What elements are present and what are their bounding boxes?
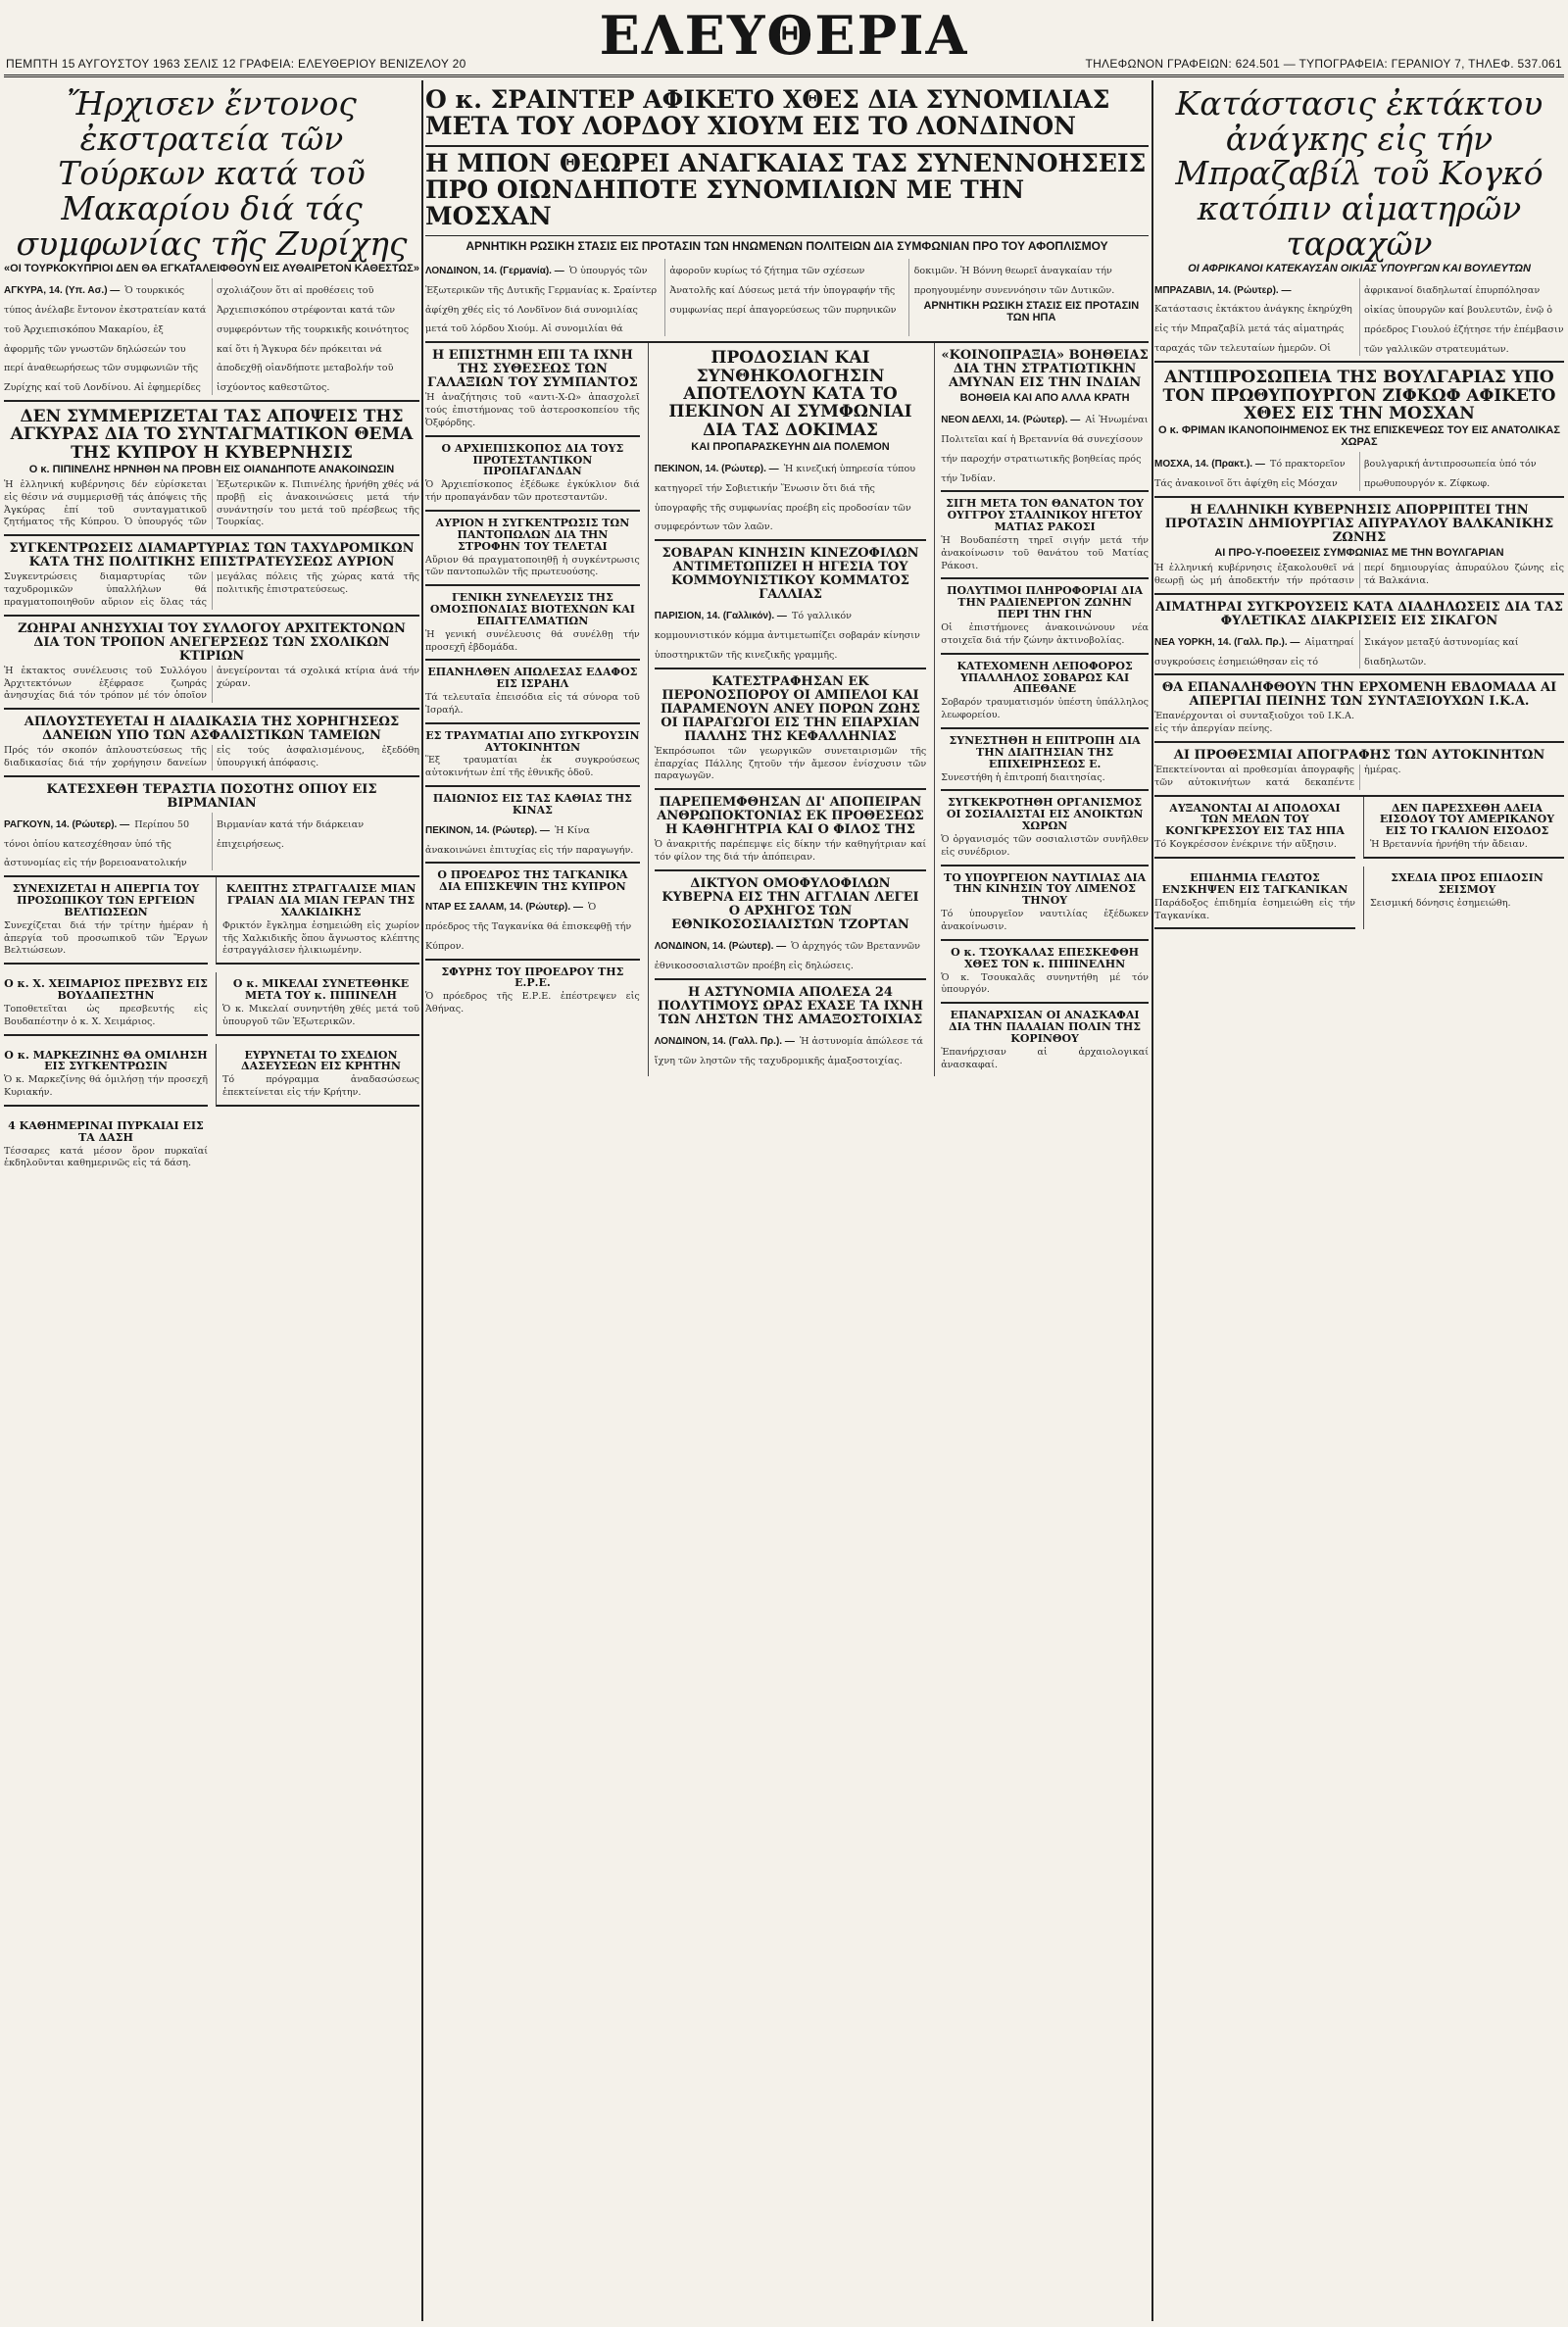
short-news-item [216, 1044, 423, 1107]
article-headline: ΣΟΒΑΡΑΝ ΚΙΝΗΣΙΝ ΚΙΝΕΖΟΦΙΛΩΝ ΑΝΤΙΜΕΤΩΠΙΖΕΙ Η ΗΓΕΣΙΑ ΤΟΥ ΚΟΜΜΟΥΝΙΣΤΙΚΟΥ ΚΟΜΜΑΤΟΣ ΓΑΛΛΙΑΣ [662, 546, 919, 603]
short-news-item [941, 655, 1152, 729]
article-headline: ΕΠΙΔΗΜΙΑ ΓΕΛΩΤΟΣ ΕΝΣΚΗΨΕΝ ΕΙΣ ΤΑΓΚΑΝΙΚΑΝ [1161, 871, 1348, 896]
article-headline: ΕΠΑΝΗΛΘΕΝ ΑΠΩΛΕΣΑΣ ΕΔΑΦΟΣ ΕΙΣ ΙΣΡΑΗΛ [427, 666, 638, 691]
article-loans [4, 710, 423, 777]
article-headline: ΣΥΓΚΕΚΡΟΤΗΘΗ ΟΡΓΑΝΙΣΜΟΣ ΟΙ ΣΟΣΙΑΛΙΣΤΑΙ ΕΙΣ ΑΝΟΙΚΤΩΝ ΧΩΡΩΝ [946, 796, 1144, 833]
article-headline: «ΚΟΙΝΟΠΡΑΞΙΑ» ΒΟΗΘΕΙΑΣ ΔΙΑ ΤΗΝ ΣΤΡΑΤΙΩΤΙΚΗΝ ΑΜΥΝΑΝ ΕΙΣ ΤΗΝ ΙΝΔΙΑΝ [941, 348, 1149, 391]
article-headline: ΣΦΥΡΗΣ ΤΟΥ ΠΡΟΕΔΡΟΥ ΤΗΣ Ε.Ρ.Ε. [441, 965, 624, 990]
article-body: Τό γαλλικόν κομμουνιστικόν κόμμα ἀντιμετωπίζει σοβαράν κίνησιν ὑποστηρικτῶν τῆς κινεζικῆς γραμμῆς. [654, 611, 923, 661]
article-headline: ΕΥΡΥΝΕΤΑΙ ΤΟ ΣΧΕΔΙΟΝ ΔΑΣΕΥΣΕΩΝ ΕΙΣ ΚΡΗΤΗΝ [241, 1048, 401, 1073]
article-headline: Ο κ. ΜΙΚΕΛΑΙ ΣΥΝΕΤΕΘΗΚΕ ΜΕΤΑ ΤΟΥ κ. ΠΙΠΙΝΕΛΗ [232, 977, 410, 1003]
article-body: Ὁ ἀνακριτής παρέπεμψε εἰς δίκην τήν καθηγήτριαν καί τόν φίλον της διά τήν ἀπόπειραν. [654, 839, 930, 864]
article-car-census [1154, 743, 1564, 797]
article-body: Ἡ ἀναζήτησις τοῦ «αντι-X-Ω» ἀπασχολεῖ τούς ἐπιστήμονας τοῦ ἀστεροσκοπείου τῆς Ὀξφόρδης. [425, 392, 643, 428]
article-body: Ἐπανέρχονται οἱ συνταξιοῦχοι τοῦ Ι.Κ.Α. εἰς τήν ἀπεργίαν πείνης. [1154, 711, 1358, 735]
left-column [4, 80, 423, 2321]
article-body: Ὁ ὀργανισμός τῶν σοσιαλιστῶν συνῆλθεν εἰς συνέδριον. [941, 833, 1152, 858]
lead-article-center [425, 80, 1149, 343]
article-body: Ἐπεκτείνονται αἱ προθεσμίαι ἀπογραφῆς τῶν αὐτοκινήτων κατά δεκαπέντε ἡμέρας. [1154, 765, 1401, 788]
article-hunger-strike [1154, 675, 1564, 743]
article-body: Οἱ ἐπιστήμονες ἀνακοινώνουν νέα στοιχεῖα διά τήν ζώνην ἀκτινοβολίας. [941, 622, 1152, 646]
article-body: Φρικτόν ἔγκλημα ἐσημειώθη εἰς χωρίον τῆς Χαλκιδικῆς ὅπου ἄγνωστος κλέπτης ἐστραγγάλισεν ἡλικιωμένην. [222, 919, 423, 957]
article-train-robbers [655, 980, 926, 1073]
article-dateline: ΜΠΡΑΖΑΒΙΛ, 14. (Ρώυτερ). — [1154, 285, 1292, 297]
article-headline: Ο ΠΡΟΕΔΡΟΣ ΤΗΣ ΤΑΓΚΑΝΙΚΑ ΔΙΑ ΕΠΙΣΚΕΨΙΝ ΤΗΣ ΚΥΠΡΟΝ [437, 868, 628, 894]
article-body: Τό πρόγραμμα ἀναδασώσεως ἐπεκτείνεται εἰς τήν Κρήτην. [222, 1074, 423, 1099]
short-news-grid [4, 877, 423, 1175]
article-balkan-zone [1154, 498, 1568, 595]
article-body: Ἐκπρόσωποι τῶν γεωργικῶν συνεταιρισμῶν τῆς ἐπαρχίας Πάλλης ζητοῦν τήν ἄμεσον ἐνίσχυσιν τῶν παραγωγῶν. [654, 745, 930, 782]
lead-article-left [4, 80, 419, 402]
article-headline: ΘΑ ΕΠΑΝΑΛΗΦΘΟΥΝ ΤΗΝ ΕΡΧΟΜΕΝΗ ΕΒΔΟΜΑΔΑ ΑΙ ΑΠΕΡΓΙΑΙ ΠΕΙΝΗΣ ΤΩΝ ΣΥΝΤΑΞΙΟΥΧΩΝ Ι.Κ.Α. [1161, 680, 1557, 710]
article-headline: ΑΥΡΙΟΝ Η ΣΥΓΚΕΝΤΡΩΣΙΣ ΤΩΝ ΠΑΝΤΟΠΩΛΩΝ ΔΙΑ ΤΗΝ ΣΤΡΟΦΗΝ ΤΟΥ ΤΕΛΕΤΑΙ [435, 516, 630, 553]
article-headline: Η ΕΛΛΗΝΙΚΗ ΚΥΒΕΡΝΗΣΙΣ ΑΠΟΡΡΙΠΤΕΙ ΤΗΝ ΠΡΟΤΑΣΙΝ ΔΗΜΙΟΥΡΓΙΑΣ ΑΠΥΡΑΥΛΟΥ ΒΑΛΚΑΝΙΚΗΣ ΖΩΝΗΣ [1164, 502, 1554, 546]
article-architects [4, 617, 423, 710]
article-grocers [425, 512, 643, 586]
article-dateline: ΠΕΚΙΝΟΝ, 14. (Ρώυτερ). — [425, 824, 550, 836]
article-body: Ἐπανήρχισαν αἱ ἀρχαιολογικαί ἀνασκαφαί. [941, 1046, 1152, 1070]
masthead-info-line [6, 57, 1562, 71]
article-headline: ΠΟΛΥΤΙΜΟΙ ΠΛΗΡΟΦΟΡΙΑΙ ΔΙΑ ΤΗΝ ΡΑΔΙΕΝΕΡΓΟΝ ΖΩΝΗΝ ΠΕΡΙ ΤΗΝ ΓΗΝ [947, 584, 1144, 621]
article-headline: Κατάστασις ἐκτάκτου ἀνάγκης εἰς τήν Μπραζαβίλ τοῦ Κογκό κατόπιν αἱματηρῶν ταραχῶν [1175, 84, 1544, 263]
article-french-communists [655, 541, 926, 669]
article-body: Αἱματηραί συγκρούσεις ἐσημειώθησαν εἰς τό Σικάγον μεταξύ ἀστυνομίας καί διαδηλωτῶν. [1154, 636, 1522, 668]
article-subhead: ΑΡΝΗΤΙΚΗ ΡΩΣΙΚΗ ΣΤΑΣΙΣ ΕΙΣ ΠΡΟΤΑΣΙΝ ΤΩΝ ΗΠΑ [923, 299, 1140, 323]
article-body: Τό ὑπουργεῖον ναυτιλίας ἐξέδωκεν ἀνακοίνωσιν. [941, 909, 1152, 932]
article-cyprus-constitution [4, 402, 423, 536]
right-column [1154, 80, 1568, 2321]
article-body: Αἱ Ἡνωμέναι Πολιτεῖαι καί ἡ Βρεταννία θά συνεχίσουν τήν παροχήν στρατιωτικῆς βοηθείας πρός τήν Ἰνδίαν. [941, 415, 1152, 484]
article-vineyards [654, 669, 930, 791]
short-news-item [941, 866, 1152, 941]
article-headline: Η ΕΠΙΣΤΗΜΗ ΕΠΙ ΤΑ ΙΧΝΗ ΤΗΣ ΣΥΘΕΣΕΩΣ ΤΩΝ ΓΑΛΑΞΙΩΝ ΤΟΥ ΣΥΜΠΑΝΤΟΣ [426, 348, 638, 391]
article-subhead: Ο κ. ΦΡΙΜΑΝ ΙΚΑΝΟΠΟΙΗΜΕΝΟΣ ΕΚ ΤΗΣ ΕΠΙΣΚΕΨΕΩΣ ΤΟΥ ΕΙΣ ΑΝΑΤΟΛΙΚΑΣ ΧΩΡΑΣ [1158, 424, 1560, 449]
article-headline: ΑΝΤΙΠΡΟΣΩΠΕΙΑ ΤΗΣ ΒΟΥΛΓΑΡΙΑΣ ΥΠΟ ΤΟΝ ΠΡΩΘΥΠΟΥΡΓΟΝ ΖΙΦΚΩΦ ΑΦΙΚΕΤΟ ΧΘΕΣ ΕΙΣ ΤΗΝ ΜΟΣΧΑΝ [1162, 368, 1556, 424]
article-dateline: ΛΟΝΔΙΝΟΝ, 14. (Γαλλ. Πρ.). — [654, 1035, 795, 1047]
article-body: Τό πρακτορεῖον Τάς ἀνακοινοῖ ὅτι ἀφίχθη εἰς Μόσχαν βουλγαρική ἀντιπροσωπεία ὑπό τόν πρωθυπουργόν κ. Ζίφκωφ. [1154, 459, 1540, 490]
short-news-item [216, 877, 423, 965]
article-headline: ΑΙ ΠΡΟΘΕΣΜΙΑΙ ΑΠΟΓΡΑΦΗΣ ΤΩΝ ΑΥΤΟΚΙΝΗΤΩΝ [1173, 747, 1545, 763]
article-headline: ΚΑΤΕΣΤΡΑΦΗΣΑΝ ΕΚ ΠΕΡΟΝΟΣΠΟΡΟΥ ΟΙ ΑΜΠΕΛΟΙ ΚΑΙ ΠΑΡΑΜΕΝΟΥΝ ΑΝΕΥ ΠΟΡΩΝ ΖΩΗΣ ΟΙ ΠΑΡΑΓΩΓΟΙ ΕΙΣ ΤΗΝ ΕΠΑΡΧΙΑΝ ΠΑΛΛΗΣ ΤΗΣ ΚΕΦΑΛΛΗΝΙΑΣ [660, 673, 920, 744]
article-body: Σεισμική δόνησις ἐσημειώθη. [1370, 897, 1511, 909]
banner-headline-1: Ο κ. ΣΡΑΙΝΤΕΡ ΑΦΙΚΕΤΟ ΧΘΕΣ ΔΙΑ ΣΥΝΟΜΙΛΙΑΣ ΜΕΤΑ ΤΟΥ ΛΟΡΔΟΥ ΧΙΟΥΜ ΕΙΣ ΤΟ ΛΟΝΔΙΝΟΝ [425, 85, 1110, 140]
center-column [425, 80, 1152, 2321]
article-headline: ΕΠΑΝΑΡΧΙΣΑΝ ΟΙ ΑΝΑΣΚΑΦΑΙ ΔΙΑ ΤΗΝ ΠΑΛΑΙΑΝ ΠΟΛΙΝ ΤΗΣ ΚΟΡΙΝΘΟΥ [949, 1009, 1142, 1045]
article-headline: ΓΕΝΙΚΗ ΣΥΝΕΛΕΥΣΙΣ ΤΗΣ ΟΜΟΣΠΟΝΔΙΑΣ ΒΙΟΤΕΧΝΩΝ ΚΑΙ ΕΠΑΓΓΕΛΜΑΤΙΩΝ [429, 591, 635, 627]
article-subhead: ΚΑΙ ΠΡΟΠΑΡΑΣΚΕΥΗΝ ΔΙΑ ΠΟΛΕΜΟΝ [691, 440, 890, 453]
article-subhead: «ΟΙ ΤΟΥΡΚΟΚΥΠΡΙΟΙ ΔΕΝ ΘΑ ΕΓΚΑΤΑΛΕΙΦΘΟΥΝ ΕΙΣ ΑΥΘΑΙΡΕΤΟΝ ΚΑΘΕΣΤΩΣ» [4, 263, 419, 275]
article-body: Πρός τόν σκοπόν ἁπλουστεύσεως τῆς διαδικασίας διά τήν χορήγησιν δανείων εἰς τούς ἀσφαλισμένους, ἐξεδόθη ὑπουργική ἀπόφασις. [4, 745, 423, 768]
article-dateline: ΜΟΣΧΑ, 14. (Πρακτ.). — [1154, 459, 1265, 470]
article-dateline: ΡΑΓΚΟΥΝ, 14. (Ρώυτερ). — [4, 818, 130, 830]
article-tanganyika-president [425, 864, 640, 960]
masthead-phones: ΤΗΛΕΦΩΝΟΝ ΓΡΑΦΕΙΩΝ: 624.501 — ΤΥΠΟΓΡΑΦΕΙΑ: ΓΕΡΑΝΙΟΥ 7, ΤΗΛΕΦ. 537.061 [1085, 57, 1562, 71]
article-body: Ὁ κ. Μικελαί συνηντήθη χθές μετά τοῦ ὑπουργοῦ τῶν Ἐξωτερικῶν. [222, 1003, 423, 1027]
article-body: Ἡ ἑλληνική κυβέρνησις ἐξακολουθεῖ νά θεωρῇ ὡς μή ἀποδεκτήν τήν πρότασιν περί δημιουργίας ἀπυραύλου ζώνης εἰς τά Βαλκάνια. [1154, 563, 1568, 586]
short-news-item [1154, 797, 1355, 859]
short-news-item [1363, 866, 1564, 929]
article-body: Συγκεντρώσεις διαμαρτυρίας τῶν ταχυδρομικῶν ὑπαλλήλων θά πραγματοποιηθοῦν αὔριον εἰς ὅλας τάς μεγάλας πόλεις τῆς χώρας κατά τῆς πολιτικῆς ἐπιστρατεύσεως. [4, 571, 423, 608]
article-body: Τέσσαρες κατά μέσον ὅρον πυρκαϊαί ἐκδηλοῦνται καθημερινῶς εἰς τά δάση. [4, 1145, 212, 1169]
article-archbishop [425, 437, 643, 512]
article-headline: ΣΥΝΕΧΙΖΕΤΑΙ Η ΑΠΕΡΓΙΑ ΤΟΥ ΠΡΟΣΩΠΙΚΟΥ ΤΩΝ ΕΡΓΕΙΩΝ ΒΕΛΤΙΩΣΕΩΝ [12, 882, 200, 918]
short-news-item [4, 877, 212, 965]
banner-headline-2: Η ΜΠΟΝ ΘΕΩΡΕΙ ΑΝΑΓΚΑΙΑΣ ΤΑΣ ΣΥΝΕΝΝΟΗΣΕΙΣ ΠΡΟ ΟΙΩΝΔΗΠΟΤΕ ΣΥΝΟΜΙΛΙΩΝ ΜΕ ΤΗΝ ΜΟΣΧΑΝ [425, 145, 1149, 229]
article-body: Ἡ Κίνα ἀνακοινώνει ἐπιτυχίας εἰς τήν παραγωγήν. [425, 824, 634, 856]
article-body: Ἡ Βουδαπέστη τηρεῖ σιγήν μετά τήν ἀνακοίνωσιν τοῦ θανάτου τοῦ Ματίας Ράκοσι. [941, 535, 1152, 571]
center-subcolumn-b [648, 343, 930, 1076]
article-body: Ἡ Βρεταννία ἠρνήθη τήν ἄδειαν. [1370, 839, 1528, 851]
short-news-grid [1154, 797, 1564, 930]
article-dateline: ΠΕΚΙΝΟΝ, 14. (Ρώυτερ). — [654, 463, 779, 474]
masthead-date-address: ΠΕΜΠΤΗ 15 ΑΥΓΟΥΣΤΟΥ 1963 ΣΕΛΙΣ 12 ΓΡΑΦΕΙΑ: ΕΛΕΥΘΕΡΙΟΥ ΒΕΝΙΖΕΛΟΥ 20 [6, 57, 466, 71]
article-body: Ὁ τουρκικός τύπος ἀνέλαβε ἔντονον ἐκστρατείαν κατά τοῦ Ἀρχιεπισκόπου Μακαρίου, ἐξ ἀφορμῆς τῶν γνωστῶν δηλώσεών του περί ἀναθεωρήσεως τῶν συμφωνιῶν τῆς Ζυρίχης καί τοῦ Λονδίνου. Αἱ ἐφημερίδες σχολιάζουν ὅτι αἱ προθέσεις τοῦ Ἀρχιεπισκόπου στρέφονται κατά τῶν συμφερόντων τῆς τουρκικῆς κοινότητος καί ὅτι ἡ Ἄγκυρα δέν πρόκειται νά ἀποδεχθῇ οἱανδήποτε μεταβολήν τοῦ ἰσχύοντος καθεστῶτος. [4, 285, 413, 394]
article-headline: ΑΠΛΟΥΣΤΕΥΕΤΑΙ Η ΔΙΑΔΙΚΑΣΙΑ ΤΗΣ ΧΟΡΗΓΗΣΕΩΣ ΔΑΝΕΙΩΝ ΥΠΟ ΤΩΝ ΑΣΦΑΛΙΣΤΙΚΩΝ ΤΑΜΕΙΩΝ [24, 715, 400, 744]
article-headline: ΕΣ ΤΡΑΥΜΑΤΙΑΙ ΑΠΟ ΣΥΓΚΡΟΥΣΙΝ ΑΥΤΟΚΙΝΗΤΩΝ [425, 728, 640, 754]
article-body: Σοβαρόν τραυματισμόν ὑπέστη ὑπάλληλος λεωφορείου. [941, 697, 1152, 721]
article-headline: Ἤρχισεν ἔντονος ἐκστρατεία τῶν Τούρκων κατά τοῦ Μακαρίου διά τάς συμφωνίας τῆς Ζυρίχης [16, 84, 408, 263]
article-body: Τά τελευταῖα ἐπεισόδια εἰς τά σύνορα τοῦ Ἰσραήλ. [425, 692, 643, 716]
article-headline: ΖΩΗΡΑΙ ΑΝΗΣΥΧΙΑΙ ΤΟΥ ΣΥΛΛΟΓΟΥ ΑΡΧΙΤΕΚΤΟΝΩΝ ΔΙΑ ΤΟΝ ΤΡΟΠΟΝ ΑΝΕΓΕΡΣΕΩΣ ΤΩΝ ΣΧΟΛΙΚΩΝ ΚΤΙΡΙΩΝ [18, 620, 406, 664]
article-body: Ἡ ἐκτακτος συνέλευσις τοῦ Συλλόγου Ἀρχιτεκτόνων ἐξέφρασε ζωηράς ἀνησυχίας διά τόν τρόπον μέ τόν ὁποῖον ἀνεγείρονται τά σχολικά κτίρια ἀνά τήν χώραν. [4, 665, 423, 702]
column-divider [421, 80, 423, 2321]
article-car-crash [425, 724, 643, 787]
article-subhead: Ο κ. ΠΙΠΙΝΕΛΗΣ ΗΡΝΗΘΗ ΝΑ ΠΡΟΒΗ ΕΙΣ ΟΙΑΝΔΗΠΟΤΕ ΑΝΑΚΟΙΝΩΣΙΝ [28, 463, 395, 475]
article-subhead: ΒΟΗΘΕΙΑ ΚΑΙ ΑΠΟ ΑΛΛΑ ΚΡΑΤΗ [959, 392, 1130, 405]
article-headline: 4 ΚΑΘΗΜΕΡΙΝΑΙ ΠΥΡΚΑΙΑΙ ΕΙΣ ΤΑ ΔΑΣΗ [8, 1118, 204, 1144]
article-body: Ὁ πρόεδρος τῆς Ταγκανίκα θά ἐπισκεφθῇ τήν Κύπρον. [425, 902, 635, 952]
short-news-item [4, 972, 212, 1035]
masthead-title: ΕΛΕΥΘΕΡΙΑ [599, 4, 969, 67]
short-news-item [941, 729, 1149, 791]
article-dateline: ΝΕΟΝ ΔΕΛΧΙ, 14. (Ρώυτερ). — [941, 415, 1081, 426]
article-headline: ΠΡΟΔΟΣΙΑΝ ΚΑΙ ΣΥΝΘΗΚΟΛΟΓΗΣΙΝ ΑΠΟΤΕΛΟΥΝ ΚΑΤΑ ΤΟ ΠΕΚΙΝΟΝ ΑΙ ΣΥΜΦΩΝΙΑΙ ΔΙΑ ΤΑΣ ΔΟΚΙΜΑΣ [668, 348, 912, 440]
center-subcolumn-c [934, 343, 1152, 1076]
article-body: Ὁ πρόεδρος τῆς Ε.Ρ.Ε. ἐπέστρεψεν εἰς Ἀθήνας. [425, 991, 643, 1015]
article-peking-treason [655, 343, 926, 541]
article-headline: Ο ΑΡΧΙΕΠΙΣΚΟΠΟΣ ΔΙΑ ΤΟΥΣ ΠΡΟΤΕΣΤΑΝΤΙΚΟΝ ΠΡΟΠΑΓΑΝΔΑΝ [441, 441, 624, 478]
article-headline: ΠΑΙΩΝΙΟΣ ΕΙΣ ΤΑΣ ΚΑΘΙΑΣ ΤΗΣ ΚΙΝΑΣ [432, 792, 632, 817]
article-subhead: ΑΙ ΠΡΟ-Υ-ΠΟΘΕΣΕΙΣ ΣΥΜΦΩΝΙΑΣ ΜΕ ΤΗΝ ΒΟΥΛΓΑΡΙΑΝ [1214, 547, 1504, 560]
article-body: Ἡ ἑλληνική κυβέρνησις δέν εὑρίσκεται εἰς θέσιν νά συμμερισθῇ τάς ἀπόψεις τῆς Ἀγκύρας ἐπί τοῦ συνταγματικοῦ ζητήματος τῆς Κύπρου. Ὁ ὑπουργός τῶν Ἐξωτερικῶν κ. Πιπινέλης ἠρνήθη χθές νά προβῇ εἰς ἀνακοινώσεις μετά τήν συνάντησίν του μετά τοῦ πρέσβεως τῆς Τουρκίας. [4, 478, 423, 528]
article-headline: Η ΑΣΤΥΝΟΜΙΑ ΑΠΟΛΕΣΑ 24 ΠΟΛΥΤΙΜΟΥΣ ΩΡΑΣ ΕΧΑΣΕ ΤΑ ΙΧΝΗ ΤΩΝ ΛΗΣΤΩΝ ΤΗΣ ΑΜΑΞΟΣΤΟΙΧΙΑΣ [658, 984, 923, 1027]
article-body: Περίπου 50 τόνοι ὀπίου κατεσχέθησαν ὑπό τῆς ἀστυνομίας εἰς τήν βορειοανατολικήν Βιρμανίαν κατά τήν διάρκειαν ἐπιχειρήσεως. [4, 818, 368, 869]
center-subcolumn-a [425, 343, 643, 1076]
article-headline: ΣΧΕΔΙΑ ΠΡΟΣ ΕΠΙΔΟΣΙΝ ΣΕΙΣΜΟΥ [1391, 871, 1544, 896]
short-news-item [941, 492, 1152, 579]
article-headline: ΤΟ ΥΠΟΥΡΓΕΙΟΝ ΝΑΥΤΙΛΙΑΣ ΔΙΑ ΤΗΝ ΚΙΝΗΣΙΝ ΤΟΥ ΛΙΜΕΝΟΣ ΤΗΝΟΥ [944, 870, 1147, 908]
article-body: Ἡ κινεζική ὑπηρεσία τύπου κατηγορεῖ τήν Σοβιετικήν Ἕνωσιν ὅτι διά τῆς ὑπογραφῆς τῆς συμφωνίας προέβη εἰς προδοσίαν τῶν συμφερόντων τῶν λαῶν. [654, 463, 919, 533]
article-body: Παράδοξος ἐπιδημία ἐσημειώθη εἰς τήν Ταγκανίκα. [1154, 897, 1359, 921]
article-headline: ΚΑΤΕΣΧΕΘΗ ΤΕΡΑΣΤΙΑ ΠΟΣΟΤΗΣ ΟΠΙΟΥ ΕΙΣ ΒΙΡΜΑΝΙΑΝ [46, 781, 377, 811]
article-craftsmen [425, 586, 643, 661]
article-body: Κατάστασις ἐκτάκτου ἀνάγκης ἐκηρύχθη εἰς τήν Μπραζαβίλ μετά τάς αἱματηράς ταραχάς τῶν τελευταίων ἡμερῶν. Οἱ ἀφρικανοί διαδηλωταί ἐπυρπόλησαν οἰκίας ὑπουργῶν καί βουλευτῶν, ἐνῷ ὁ πρόεδρος Γιουλού ἐζήτησε τήν ἐπέμβασιν τῶν γαλλικῶν στρατευμάτων. [1154, 285, 1567, 355]
article-headline: ΣΥΓΚΕΝΤΡΩΣΕΙΣ ΔΙΑΜΑΡΤΥΡΙΑΣ ΤΩΝ ΤΑΧΥΔΡΟΜΙΚΩΝ ΚΑΤΑ ΤΗΣ ΠΟΛΙΤΙΚΗΣ ΕΠΙΣΤΡΑΤΕΥΣΕΩΣ ΑΥΡΙΟΝ [9, 541, 415, 570]
article-dateline: ΑΓΚΥΡΑ, 14. (Υπ. Ασ.) — [4, 285, 121, 297]
article-body: Τό Κογκρέσσον ἐνέκρινε τήν αὔξησιν. [1154, 839, 1337, 851]
masthead-rule [4, 74, 1564, 77]
article-dateline: ΛΟΝΔΙΝΟΝ, 14. (Ρώυτερ). — [654, 941, 787, 953]
article-jordan-network [655, 871, 926, 980]
article-headline: Ο κ. Χ. ΧΕΙΜΑΡΙΟΣ ΠΡΕΣΒΥΣ ΕΙΣ ΒΟΥΔΑΠΕΣΤΗΝ [4, 977, 208, 1003]
article-headline: ΔΙΚΤΥΟΝ ΟΜΟΦΥΛΟΦΙΛΩΝ ΚΥΒΕΡΝΑ ΕΙΣ ΤΗΝ ΑΓΓΛΙΑΝ ΛΕΓΕΙ Ο ΑΡΧΗΓΟΣ ΤΩΝ ΕΘΝΙΚΟΣΟΣΙΑΛΙΣΤΩΝ ΤΖΟΡΤΑΝ [662, 875, 919, 933]
article-body: Ὁ κ. Μαρκεζίνης θά ὁμιλήσῃ τήν προσεχῆ Κυριακήν. [4, 1074, 212, 1099]
article-body: Ὁ Ἀρχιεπίσκοπος ἐξέδωκε ἐγκύκλιον διά τήν προπαγάνδαν τῶν προτεσταντῶν. [425, 479, 643, 504]
short-news-item [941, 941, 1152, 1004]
article-opium [4, 777, 419, 877]
article-ere-president [425, 961, 643, 1021]
article-india-aid [941, 343, 1152, 492]
short-news-item [216, 972, 423, 1035]
article-headline: ΚΛΕΠΤΗΣ ΣΤΡΑΓΓΑΛΙΣΕ ΜΙΑΝ ΓΡΑΙΑΝ ΔΙΑ ΜΙΑΝ ΓΕΡΑΝ ΤΗΣ ΧΑΛΚΙΔΙΚΗΣ [225, 882, 416, 918]
short-news-item [1154, 866, 1359, 929]
short-news-item [941, 1004, 1152, 1076]
article-galaxies [425, 343, 643, 436]
article-body: Ὁ κ. Τσουκαλᾶς συνηντήθη μέ τόν ὑπουργόν. [941, 971, 1152, 996]
column-divider [1152, 80, 1153, 2321]
article-dateline: ΝΕΑ ΥΟΡΚΗ, 14. (Γαλλ. Πρ.). — [1154, 636, 1300, 648]
article-israel [425, 661, 643, 723]
article-body: Αὔριον θά πραγματοποιηθῇ ἡ συγκέντρωσις τῶν παντοπωλῶν τῆς πρωτευούσης. [425, 554, 643, 578]
article-body: Συνεχίζεται διά τήν τρίτην ἡμέραν ἡ ἀπεργία τοῦ προσωπικοῦ τῶν Ἔργων Βελτιώσεων. [4, 919, 212, 957]
short-news-item [941, 579, 1152, 654]
article-teacher-trial [654, 790, 930, 871]
article-body: Συνεστήθη ἡ ἐπιτροπή διαιτησίας. [941, 771, 1105, 783]
article-china-harvest [425, 787, 640, 864]
article-headline: Ο κ. ΜΑΡΚΕΖΙΝΗΣ ΘΑ ΟΜΙΛΗΣΗ ΕΙΣ ΣΥΓΚΕΝΤΡΩΣΙΝ [4, 1048, 208, 1073]
article-headline: ΚΑΤΕΧΟΜΕΝΗ ΛΕΠΟΦΟΡΟΣ ΥΠΑΛΛΗΛΟΣ ΣΟΒΑΡΩΣ ΚΑΙ ΑΠΕΘΑΝΕ [956, 659, 1133, 696]
short-news-item [1363, 797, 1564, 859]
article-subhead: ΟΙ ΑΦΡΙΚΑΝΟΙ ΚΑΤΕΚΑΥΣΑΝ ΟΙΚΙΑΣ ΥΠΟΥΡΓΩΝ ΚΑΙ ΒΟΥΛΕΥΤΩΝ [1188, 263, 1531, 275]
short-news-item [4, 1114, 212, 1175]
article-headline: ΔΕΝ ΠΑΡΕΣΧΕΘΗ ΑΔΕΙΑ ΕΙΣΟΔΟΥ ΤΟΥ ΑΜΕΡΙΚΑΝΟΥ ΕΙΣ ΤΟ ΓΚΑΛΙΟΝ ΕΙΣΟΔΟΣ [1379, 801, 1555, 838]
article-headline: ΣΙΓΗ ΜΕΤΑ ΤΟΝ ΘΑΝΑΤΟΝ ΤΟΥ ΟΥΓΓΡΟΥ ΣΤΑΛΙΝΙΚΟΥ ΗΓΕΤΟΥ ΜΑΤΙΑΣ ΡΑΚΟΣΙ [946, 497, 1144, 534]
short-news-item [941, 791, 1152, 866]
lead-article-right [1154, 80, 1567, 363]
article-body: Ἡ ἀστυνομία ἀπώλεσε τά ἴχνη τῶν ληστῶν τῆς ταχυδρομικῆς ἁμαξοστοιχίας. [654, 1035, 926, 1066]
article-bulgaria-delegation [1154, 363, 1564, 498]
article-headline: ΠΑΡΕΠΕΜΦΘΗΣΑΝ ΔΙ' ΑΠΟΠΕΙΡΑΝ ΑΝΘΡΩΠΟΚΤΟΝΙΑΣ ΕΚ ΠΡΟΘΕΣΕΩΣ Η ΚΑΘΗΓΗΤΡΙΑ ΚΑΙ Ο ΦΙΛΟΣ ΤΗΣ [657, 795, 924, 838]
article-body: Τοποθετεῖται ὡς πρεσβευτής εἰς Βουδαπέστην ὁ κ. Χ. Χειμάριος. [4, 1003, 212, 1027]
article-body: Ὁ ὑπουργός τῶν Ἐξωτερικῶν τῆς Δυτικῆς Γερμανίας κ. Σραίντερ ἀφίχθη χθές εἰς τό Λονδῖνον διά συνομιλίας μετά τοῦ λόρδου Χιούμ. Αἱ συνομιλίαι θά ἀφοροῦν κυρίως τό ζήτημα τῶν σχέσεων Ἀνατολῆς καί Δύσεως μετά τήν ὑπογραφήν τῆς συμφωνίας περί ἀπαγορεύσεως τῶν πυρηνικῶν δοκιμῶν. Ἡ Βόννη θεωρεῖ ἀναγκαίαν τήν προηγουμένην συνεννόησιν τῶν Δυτικῶν. [425, 266, 1115, 335]
article-dateline: ΛΟΝΔΙΝΟΝ, 14. (Γερμανία). — [425, 266, 564, 276]
article-postal-workers [4, 536, 423, 616]
article-body: Ἡ γενική συνέλευσις θά συνέλθῃ τήν προσεχῆ ἑβδομάδα. [425, 628, 643, 653]
article-headline: ΑΥΞΑΝΟΝΤΑΙ ΑΙ ΑΠΟΔΟΧΑΙ ΤΩΝ ΜΕΛΩΝ ΤΟΥ ΚΟΝΓΚΡΕΣΣΟΥ ΕΙΣ ΤΑΣ ΗΠΑ [1165, 801, 1345, 838]
article-dateline: ΠΑΡΙΣΙΟΝ, 14. (Γαλλικόν). — [654, 611, 787, 622]
short-news-item [4, 1044, 212, 1107]
article-dateline: ΝΤΑΡ ΕΣ ΣΑΛΑΜ, 14. (Ρώυτερ). — [425, 902, 583, 914]
article-headline: ΔΕΝ ΣΥΜΜΕΡΙΖΕΤΑΙ ΤΑΣ ΑΠΟΨΕΙΣ ΤΗΣ ΑΓΚΥΡΑΣ ΔΙΑ ΤΟ ΣΥΝΤΑΓΜΑΤΙΚΟΝ ΘΕΜΑ ΤΗΣ ΚΥΠΡΟΥ Η ΚΥΒΕΡΝΗΣΙΣ [10, 406, 414, 463]
article-headline: Ο κ. ΤΣΟΥΚΑΛΑΣ ΕΠΕΣΚΕΦΘΗ ΧΘΕΣ ΤΟΝ κ. ΠΙΠΙΝΕΛΗΝ [951, 945, 1140, 970]
article-body: Ὁ ἀρχηγός τῶν Βρεταννῶν ἐθνικοσοσιαλιστῶν προέβη εἰς δηλώσεις. [654, 941, 923, 971]
banner-side-headline: ΑΡΝΗΤΙΚΗ ΡΩΣΙΚΗ ΣΤΑΣΙΣ ΕΙΣ ΠΡΟΤΑΣΙΝ ΤΩΝ ΗΝΩΜΕΝΩΝ ΠΟΛΙΤΕΙΩΝ ΔΙΑ ΣΥΜΦΩΝΙΑΝ ΠΡΟ ΤΟΥ ΑΦΟΠΛΙΣΜΟΥ [425, 235, 1149, 253]
article-chicago-clashes [1154, 595, 1564, 676]
article-body: Ἕξ τραυματίαι ἐκ συγκρούσεως αὐτοκινήτων ἐπί τῆς ἐθνικῆς ὁδοῦ. [425, 755, 643, 779]
article-headline: ΣΥΝΕΣΤΗΘΗ Η ΕΠΙΤΡΟΠΗ ΔΙΑ ΤΗΝ ΔΙΑΙΤΗΣΙΑΝ ΤΗΣ ΕΠΙΧΕΙΡΗΣΕΩΣ Ε. [949, 733, 1141, 770]
article-headline: ΑΙΜΑΤΗΡΑΙ ΣΥΓΚΡΟΥΣΕΙΣ ΚΑΤΑ ΔΙΑΔΗΛΩΣΕΙΣ ΔΙΑ ΤΑΣ ΦΥΛΕΤΙΚΑΣ ΔΙΑΚΡΙΣΕΙΣ ΕΙΣ ΣΙΚΑΓΟΝ [1155, 599, 1563, 628]
